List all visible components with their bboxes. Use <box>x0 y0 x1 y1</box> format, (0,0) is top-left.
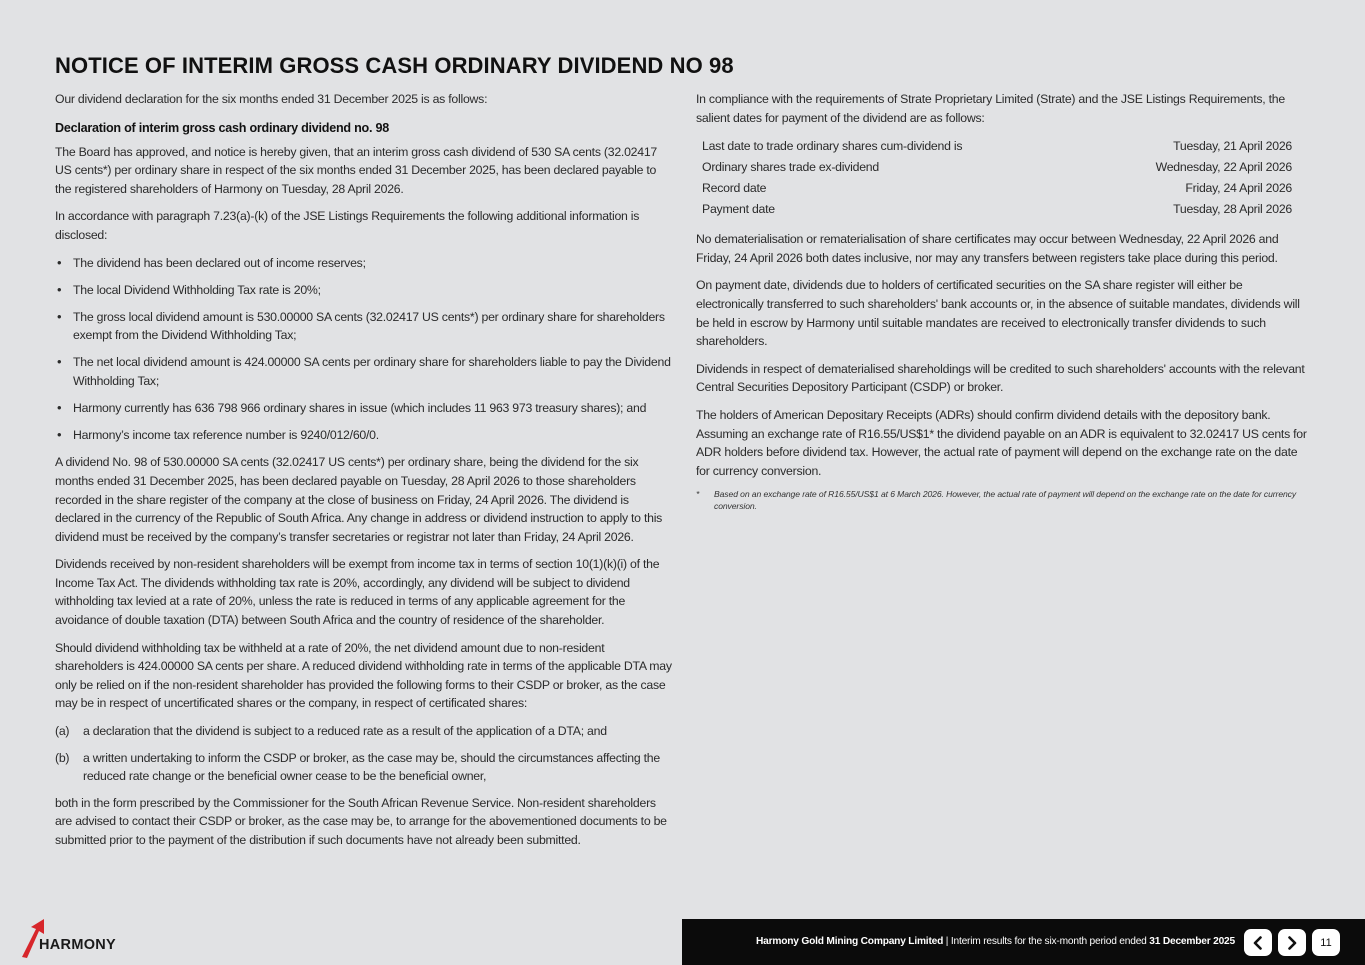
paragraph: On payment date, dividends due to holders of certificated securities on the SA share register will either be electronically transferred to such shareholders' bank accounts or, in the absence of suitable mandates, dividends will be held in escrow by Harmony until suitable mandates are received to electronically transfer dividends to such shareholders. <box>696 278 1300 349</box>
left-column <box>55 90 673 859</box>
item-text: a written undertaking to inform the CSDP or broker, as the case may be, should the circumstances affecting the reduced rate change or the beneficial owner cease to be the beneficial owner, <box>83 750 660 784</box>
paragraph: A dividend No. 98 of 530.00000 SA cents (32.02417 US cents*) per ordinary share, being the dividend for the six months ended 31 December 2025, has been declared payable on Tuesday, 28 April 2026 to those shareholders recorded in the share register of the company at the close of business on Friday, 24 April 2026. The dividend is declared in the currency of the Republic of South Africa. Any change in address or dividend instruction to apply to this dividend must be received by the company’s transfer secretaries or registrar not later than Friday, 24 April 2026. <box>55 455 663 544</box>
footer-caption <box>756 936 1235 947</box>
salient-dates-table <box>702 136 1292 220</box>
footer-separator: | <box>943 936 951 947</box>
chevron-right-icon <box>1286 936 1298 950</box>
info-bullet-list <box>55 254 673 445</box>
intro-text: Our dividend declaration for the six months ended 31 December 2025 is as follows: <box>55 92 488 106</box>
list-item <box>55 722 673 741</box>
event-cell: Ordinary shares trade ex-dividend <box>702 160 879 175</box>
list-item: • The gross local dividend amount is 530.00000 SA cents (32.02417 US cents*) per ordinary share for shareholders exempt from the Dividend Withholding Tax; <box>55 308 673 345</box>
list-item: • The local Dividend Withholding Tax rate is 20%; <box>55 281 673 300</box>
paragraph: No dematerialisation or rematerialisation of share certificates may occur between Wednesday, 22 April 2026 and Friday, 24 April 2026 both dates inclusive, nor may any transfers between registers take place during this period. <box>696 232 1279 265</box>
event-cell: Last date to trade ordinary shares cum-dividend is <box>702 139 963 154</box>
event-cell: Payment date <box>702 202 775 217</box>
harmony-logo[interactable] <box>20 915 145 961</box>
table-row <box>702 199 1292 220</box>
company-name: Harmony Gold Mining Company Limited <box>755 936 944 947</box>
footnote <box>696 489 1308 512</box>
next-page-button[interactable] <box>1278 929 1306 956</box>
paragraph: Dividends received by non-resident shareholders will be exempt from income tax in terms of section 10(1)(k)(i) of the Income Tax Act. The dividends withholding tax rate is 20%, accordingly, any dividend will be subject to dividend withholding tax levied at a rate of 20%, unless the rate is reduced in terms of any applicable agreement for the avoidance of double taxation (DTA) between South Africa and the country of residence of the shareholder. <box>55 557 660 628</box>
chevron-left-icon <box>1252 936 1264 950</box>
right-column <box>696 90 1308 512</box>
date-cell: Tuesday, 21 April 2026 <box>1173 139 1292 154</box>
list-item: • The dividend has been declared out of income reserves; <box>55 254 673 273</box>
declaration-heading: Declaration of interim gross cash ordinary dividend no. 98 <box>55 120 390 135</box>
period-date: 31 December 2025 <box>1149 936 1235 947</box>
page-number: 11 <box>1312 929 1340 956</box>
paragraph: both in the form prescribed by the Commissioner for the South African Revenue Service. Non-resident shareholders are advised to contact their CSDP or broker, as the case may be, to arrange for the abovementioned documents to be submitted prior to the payment of the distribution if such documents have not already been submitted. <box>55 795 667 847</box>
harmony-logo-icon <box>20 915 145 961</box>
paragraph: Should dividend withholding tax be withheld at a rate of 20%, the net dividend amount due to non-resident shareholders is 424.00000 SA cents per share. A reduced dividend withholding rate in terms of the applicable DTA may only be relied on if the non-resident shareholder has provided the following forms to their CSDP or broker, as the case may be in respect of uncertificated shares or the company, in respect of certificated shares: <box>55 640 672 711</box>
table-row <box>702 157 1292 178</box>
list-item: • Harmony currently has 636 798 966 ordinary shares in issue (which includes 11 963 973 treasury shares); and <box>55 399 673 418</box>
table-row <box>702 136 1292 157</box>
page-title: NOTICE OF INTERIM GROSS CASH ORDINARY DIVIDEND NO 98 <box>55 53 734 78</box>
item-label: (b) <box>55 750 70 765</box>
period-text: Interim results for the six-month period ended <box>950 936 1150 947</box>
footnote-text: Based on an exchange rate of R16.55/US$1 at 6 March 2026. However, the actual rate of payment will depend on the exchange rate on the date for currency conversion. <box>714 489 1297 511</box>
item-text: a declaration that the dividend is subject to a reduced rate as a result of the application of a DTA; and <box>83 724 607 739</box>
list-item <box>55 749 673 786</box>
list-item: • Harmony’s income tax reference number is 9240/012/60/0. <box>55 426 673 445</box>
previous-page-button[interactable] <box>1244 929 1272 956</box>
table-row <box>702 178 1292 199</box>
forms-list <box>55 722 673 786</box>
paragraph: In compliance with the requirements of Strate Proprietary Limited (Strate) and the JSE Listings Requirements, the salient dates for payment of the dividend are as follows: <box>696 92 1285 125</box>
date-cell: Friday, 24 April 2026 <box>1185 181 1292 196</box>
paragraph: The Board has approved, and notice is hereby given, that an interim gross cash dividend of 530 SA cents (32.02417 US cents*) per ordinary share in respect of the six months ended 31 December 2025, has been declared payable to the registered shareholders of Harmony on Tuesday, 28 April 2026. <box>55 144 658 196</box>
logo-wordmark: HARMONY <box>39 937 117 953</box>
footer-bar <box>682 919 1365 965</box>
paragraph: In accordance with paragraph 7.23(a)-(k) of the JSE Listings Requirements the following additional information is disclosed: <box>55 209 640 242</box>
footnote-mark: * <box>696 489 700 500</box>
paragraph: The holders of American Depositary Receipts (ADRs) should confirm dividend details with the depository bank. Assuming an exchange rate of R16.55/US$1* the dividend payable on an ADR is equivalent to 32.02417 US cents for ADR holders before dividend tax. However, the actual rate of payment will depend on the exchange rate on the date for currency conversion. <box>696 407 1307 478</box>
list-item: • The net local dividend amount is 424.00000 SA cents per ordinary share for shareholders liable to pay the Dividend Withholding Tax; <box>55 353 673 390</box>
item-label: (a) <box>55 724 70 739</box>
event-cell: Record date <box>702 181 767 196</box>
paragraph: Dividends in respect of dematerialised shareholdings will be credited to such shareholders' accounts with the relevant Central Securities Depository Participant (CSDP) or broker. <box>696 361 1305 395</box>
date-cell: Wednesday, 22 April 2026 <box>1155 160 1292 175</box>
date-cell: Tuesday, 28 April 2026 <box>1173 202 1292 217</box>
